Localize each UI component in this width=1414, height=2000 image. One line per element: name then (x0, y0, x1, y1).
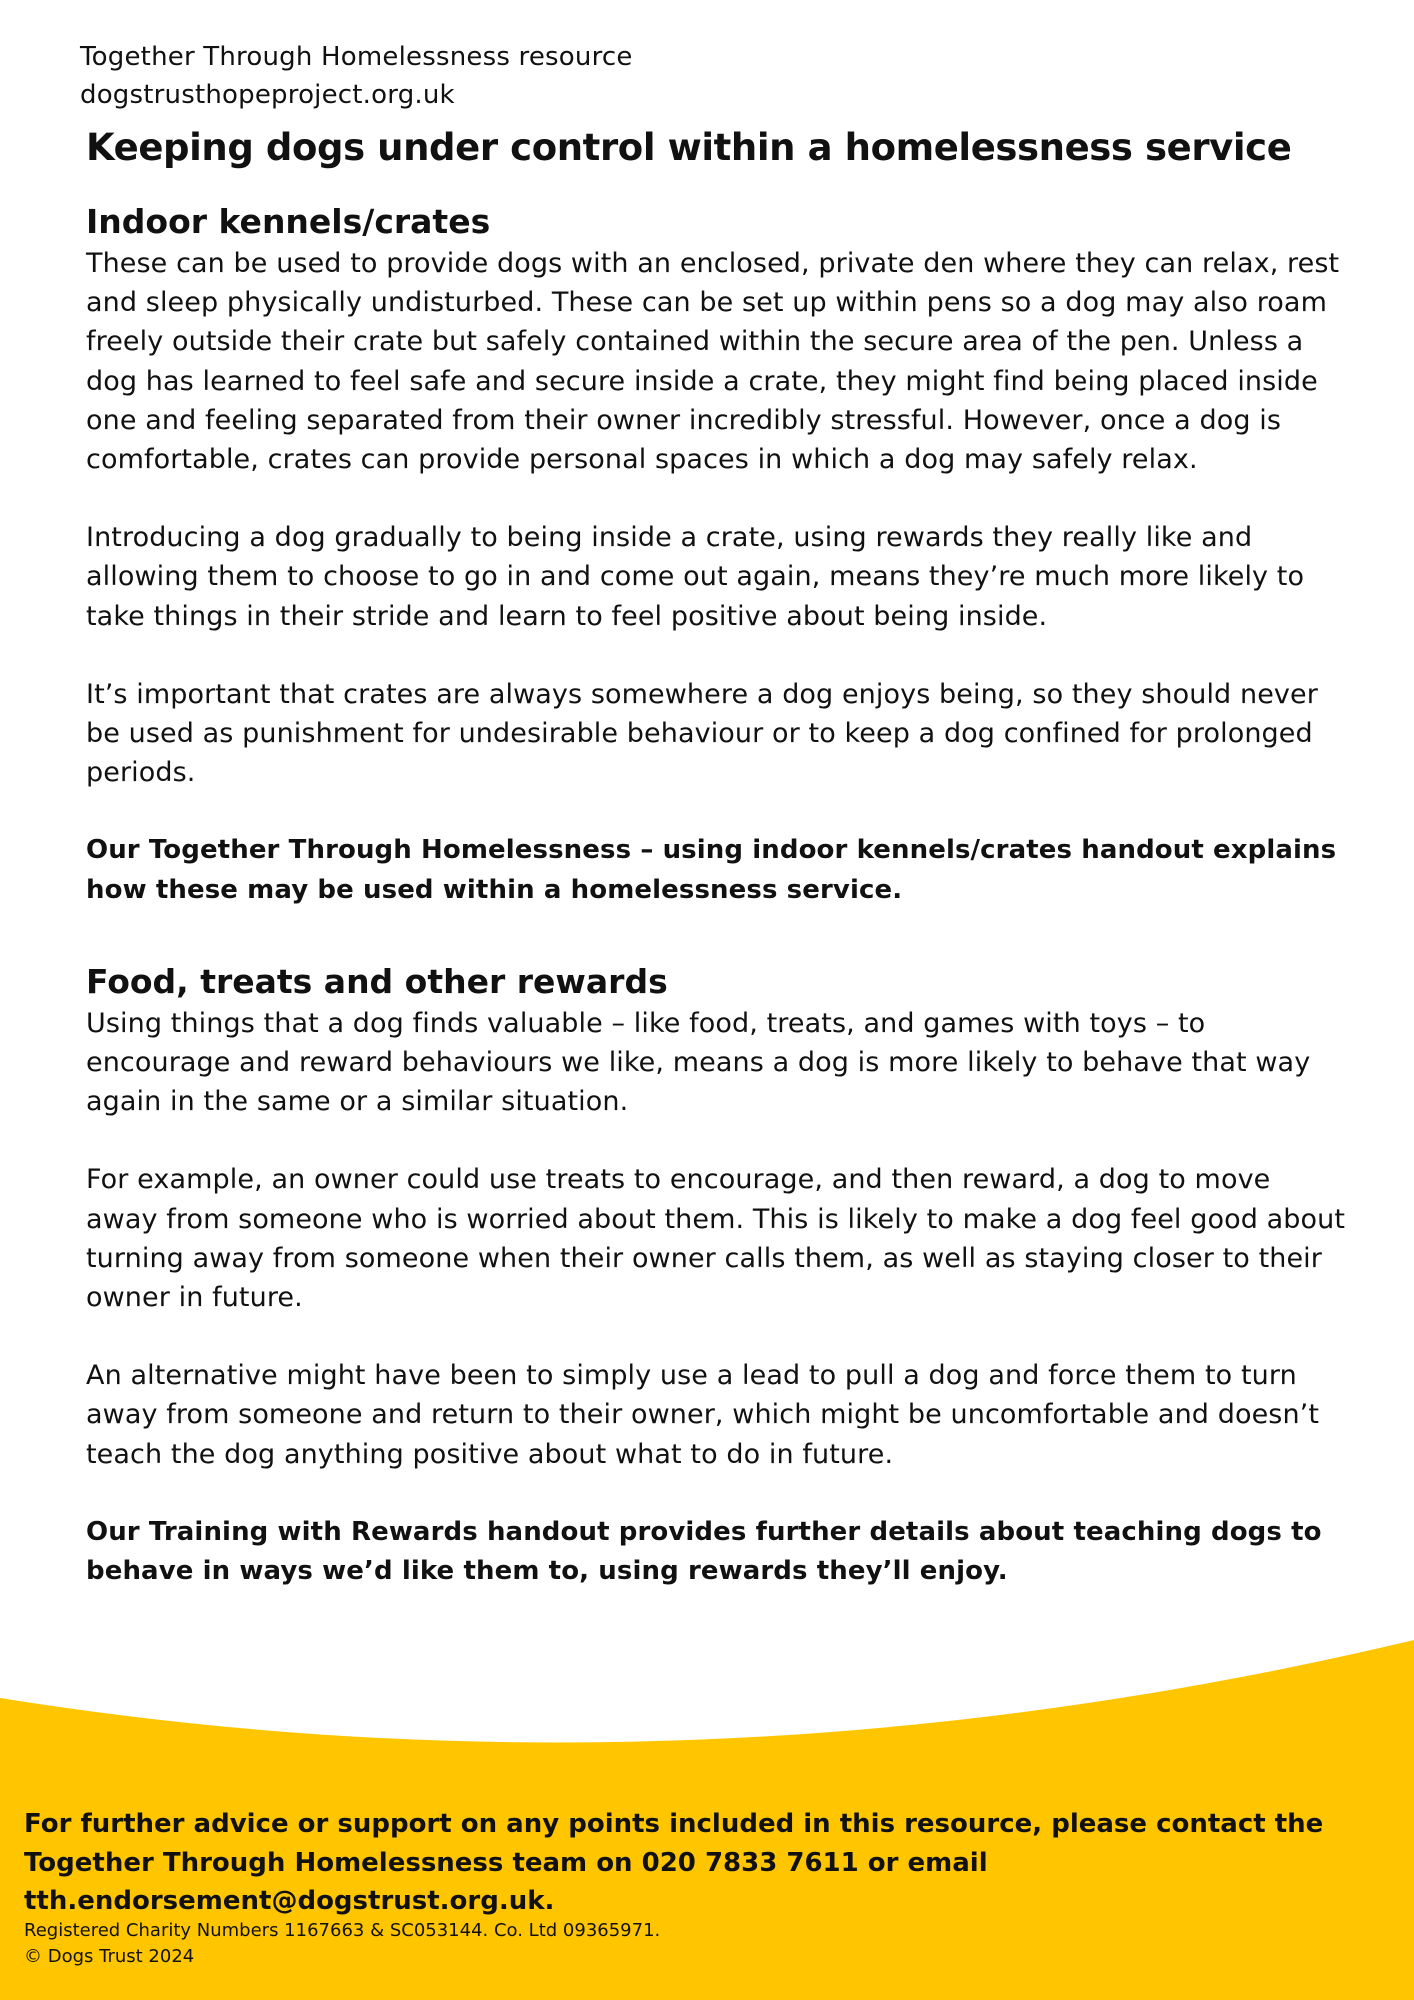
footer-legal (24, 1918, 660, 1970)
resource-label: Together Through Homelessness resource (80, 42, 633, 72)
copyright-notice: © Dogs Trust 2024 (24, 1946, 195, 1967)
paragraph: For example, an owner could use treats to encourage, and then reward, a dog to move away from someone who is worried about them. This is likely to make a dog feel good about turning away from someone when their owner calls them, as well as staying closer to their owner in future. (86, 1164, 1346, 1314)
document-header (80, 38, 633, 114)
website-url: dogstrusthopeproject.org.uk (80, 80, 455, 110)
footer-contact-text: For further advice or support on any points included in this resource, please contact the Together Through Homelessness team on 020 7833 7611 or email tth.endorsement@dogstrust.org.uk. (24, 1809, 1324, 1916)
paragraph: These can be used to provide dogs with an enclosed, private den where they can relax, rest and sleep physically undisturbed. These can be set up within pens so a dog may also roam freely outside their crate but safely contained within the secure area of the pen. Unless a dog has learned to feel safe and secure inside a crate, they might find being placed inside one and feeling separated from their owner incredibly stressful. However, once a dog is comfortable, crates can provide personal spaces in which a dog may safely relax. (86, 248, 1340, 476)
paragraph: Introducing a dog gradually to being inside a crate, using rewards they really like and allowing them to choose to go in and come out again, means they’re much more likely to take things in their stride and learn to feel positive about being inside. (86, 522, 1305, 632)
paragraph: An alternative might have been to simply use a lead to pull a dog and force them to turn away from someone and return to their owner, which might be uncomfortable and doesn’t teach the dog anything positive about what to do in future. (86, 1360, 1320, 1470)
main-content (86, 120, 1346, 1591)
handout-note: Our Together Through Homelessness – using indoor kennels/crates handout explains how these may be used within a homelessness service. (86, 835, 1337, 905)
charity-registration: Registered Charity Numbers 1167663 & SC053144. Co. Ltd 09365971. (24, 1920, 661, 1941)
section-indoor-kennels (86, 200, 1346, 910)
section-heading: Food, treats and other rewards (86, 961, 668, 1001)
handout-note: Our Training with Rewards handout provides further details about teaching dogs to behave in ways we’d like them to, using rewards they’ll enjoy. (86, 1516, 1322, 1587)
paragraph: It’s important that crates are always somewhere a dog enjoys being, so they should never be used as punishment for undesirable behaviour or to keep a dog confined for prolonged periods. (86, 678, 1318, 789)
section-heading: Indoor kennels/crates (86, 202, 491, 241)
paragraph: Using things that a dog finds valuable – like food, treats, and games with toys – to encourage and reward behaviours we like, means a dog is more likely to behave that way again in the same or a similar situation. (86, 1007, 1311, 1118)
page-title: Keeping dogs under control within a homelessness service (86, 126, 1292, 169)
section-food-treats-rewards (86, 960, 1346, 1591)
